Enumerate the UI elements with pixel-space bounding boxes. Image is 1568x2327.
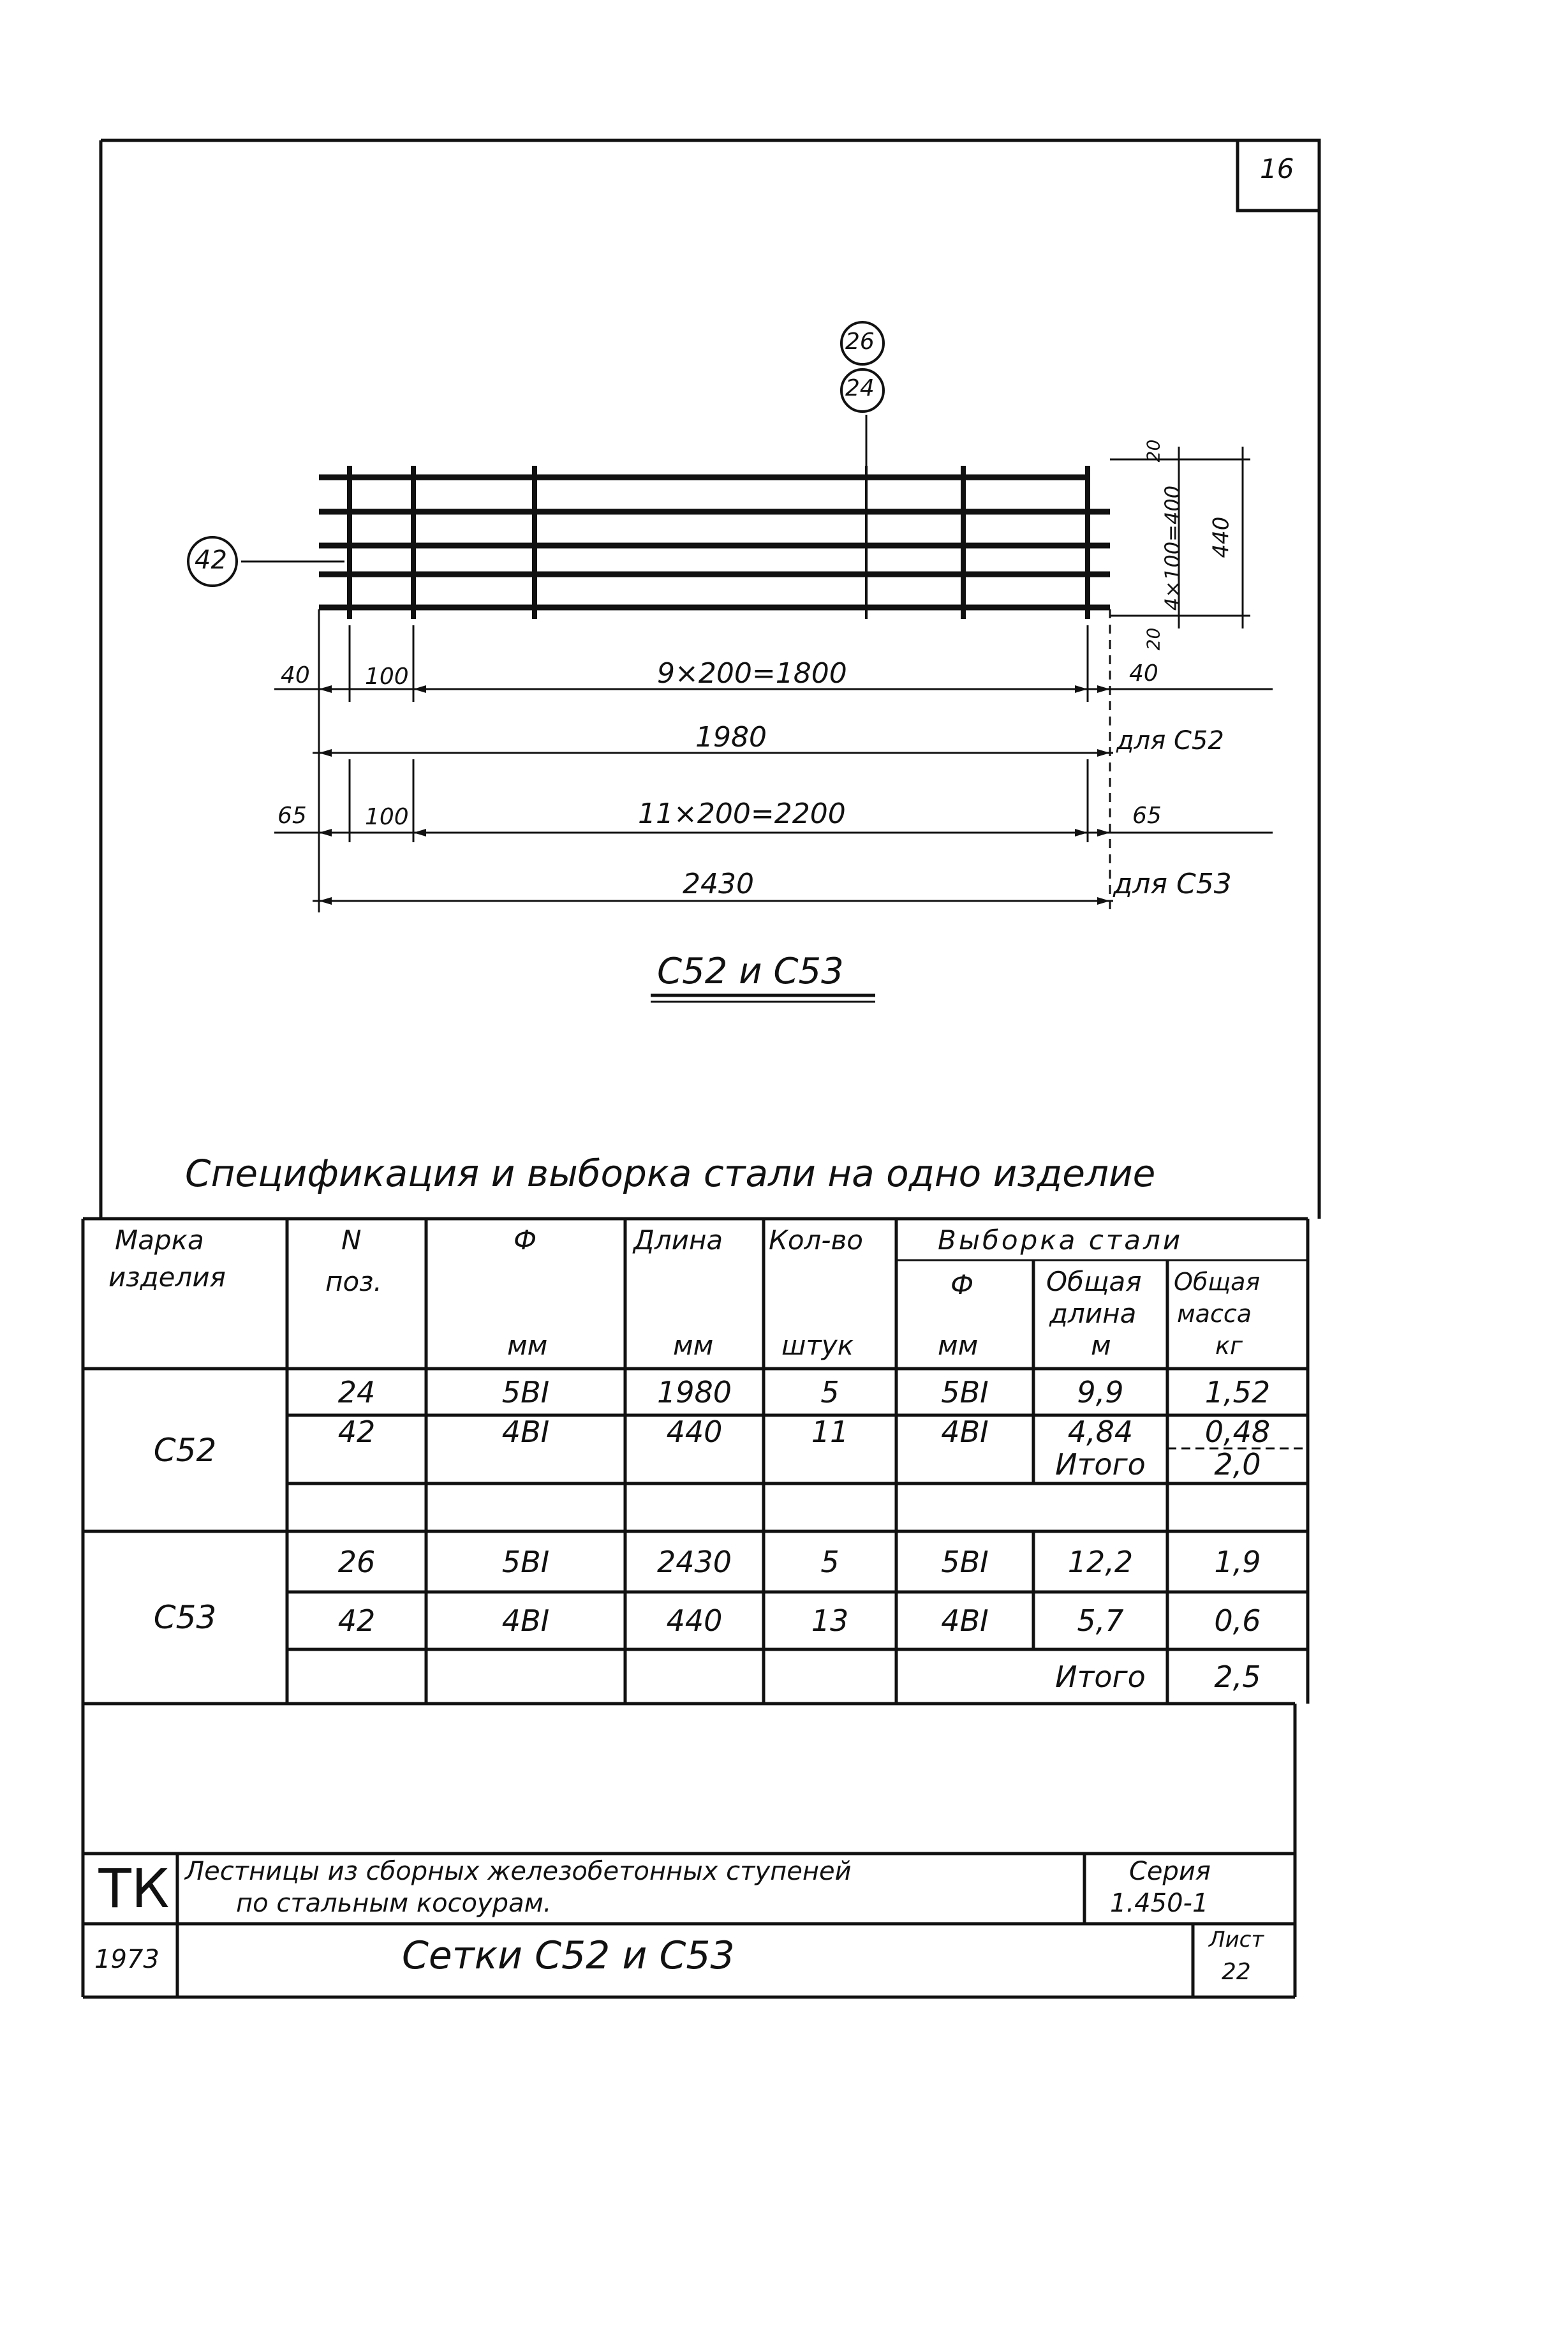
header-diam: Ф: [514, 1224, 537, 1256]
header-sel-diam-unit: мм: [938, 1330, 979, 1361]
mark-top-upper: 26: [845, 329, 875, 355]
dim-c52-left-end: 40: [281, 662, 310, 688]
dim-c53-middle: 11×200=2200: [638, 798, 846, 830]
cell-diam: 5ВI: [501, 1544, 550, 1579]
header-total-length-unit: м: [1091, 1330, 1111, 1361]
header-qty-unit: штук: [781, 1330, 854, 1361]
group-mark: С53: [153, 1599, 217, 1636]
group-total-value: 2,5: [1214, 1659, 1261, 1694]
sheet-number: 16: [1260, 153, 1294, 184]
cell-pos: 42: [337, 1415, 376, 1449]
dim-c52-middle: 9×200=1800: [657, 657, 847, 690]
description-line2: по стальным косоурам.: [236, 1889, 552, 1918]
cell-length: 440: [666, 1415, 723, 1449]
cell-sel-diam: 5ВI: [941, 1544, 989, 1579]
cell-qty: 11: [811, 1415, 849, 1449]
cell-pos: 26: [337, 1544, 376, 1579]
cell-qty: 13: [811, 1603, 849, 1638]
cell-pos: 24: [337, 1374, 376, 1409]
dim-c52-right-end: 40: [1129, 660, 1158, 687]
header-pos-line2: поз.: [325, 1266, 382, 1297]
dim-right-bottom: 20: [1143, 627, 1164, 651]
dim-right-total: 440: [1208, 516, 1234, 558]
dim-c52-overall: 1980: [695, 721, 767, 754]
header-qty: Кол-во: [769, 1224, 863, 1256]
header-total-length-line1: Общая: [1046, 1266, 1142, 1297]
cell-qty: 5: [820, 1374, 839, 1409]
drawing-title: Сетки С52 и С53: [402, 1933, 735, 1978]
series-value: 1.450-1: [1110, 1889, 1209, 1918]
header-pos-line1: N: [341, 1224, 362, 1256]
header-total-mass-line1: Общая: [1174, 1268, 1261, 1296]
cell-diam: 5ВI: [501, 1374, 550, 1409]
cell-mass: 0,6: [1214, 1603, 1261, 1638]
dim-c53-label: для С53: [1113, 868, 1232, 900]
header-length-unit: мм: [673, 1330, 714, 1361]
header-total-mass-line2: масса: [1177, 1300, 1252, 1328]
dim-right-middle: 4×100=400: [1160, 485, 1185, 611]
sheet-label: Лист: [1209, 1927, 1264, 1952]
header-sel-diam: Ф: [950, 1269, 974, 1300]
cell-total-length: 12,2: [1067, 1544, 1134, 1579]
cell-sel-diam: 5ВI: [941, 1374, 989, 1409]
sheet-value: 22: [1222, 1959, 1251, 1985]
mark-left: 42: [195, 546, 227, 575]
cell-total-length: 9,9: [1077, 1374, 1124, 1409]
header-length: Длина: [633, 1224, 723, 1256]
header-diam-unit: мм: [507, 1330, 548, 1361]
cell-length: 2430: [656, 1544, 732, 1579]
dim-c53-right-end: 65: [1132, 803, 1162, 829]
header-mark-line2: изделия: [108, 1261, 226, 1293]
cell-qty: 5: [820, 1544, 839, 1579]
header-mark-line1: Марка: [115, 1224, 204, 1256]
dim-c52-first-pitch: 100: [365, 664, 409, 690]
mark-top-lower: 24: [845, 375, 875, 401]
year: 1973: [94, 1945, 159, 1974]
cell-mass: 1,9: [1214, 1544, 1261, 1579]
series-label: Серия: [1129, 1857, 1211, 1886]
cell-length: 1980: [656, 1374, 732, 1409]
group-total-label: Итого: [1055, 1659, 1146, 1694]
dim-right-top: 20: [1143, 439, 1164, 463]
cell-total-length: 5,7: [1077, 1603, 1124, 1638]
header-total-length-line2: длина: [1049, 1298, 1137, 1329]
cell-diam: 4ВI: [501, 1603, 550, 1638]
header-steel-group: Выборка стали: [938, 1224, 1183, 1256]
cell-diam: 4ВI: [501, 1415, 550, 1449]
group-mark: С52: [153, 1431, 217, 1469]
header-total-mass-unit: кг: [1215, 1332, 1243, 1360]
drawing-caption: С52 и С53: [657, 951, 844, 992]
dim-c53-overall: 2430: [683, 868, 754, 900]
description-line1: Лестницы из сборных железобетонных ступеней: [185, 1857, 852, 1886]
org-code: ТК: [98, 1857, 170, 1920]
spec-title: Спецификация и выборка стали на одно изделие: [185, 1152, 1156, 1195]
dim-c52-label: для С52: [1116, 726, 1224, 755]
cell-length: 440: [666, 1603, 723, 1638]
cell-mass: 1,52: [1204, 1374, 1271, 1409]
cell-pos: 42: [337, 1603, 376, 1638]
cell-sel-diam: 4ВI: [941, 1415, 989, 1449]
dim-c53-left-end: 65: [277, 803, 307, 829]
cell-sel-diam: 4ВI: [941, 1603, 989, 1638]
cell-total-length: 4,84: [1067, 1415, 1134, 1449]
cell-mass: 0,48: [1204, 1415, 1271, 1449]
dim-c53-first-pitch: 100: [365, 804, 409, 830]
